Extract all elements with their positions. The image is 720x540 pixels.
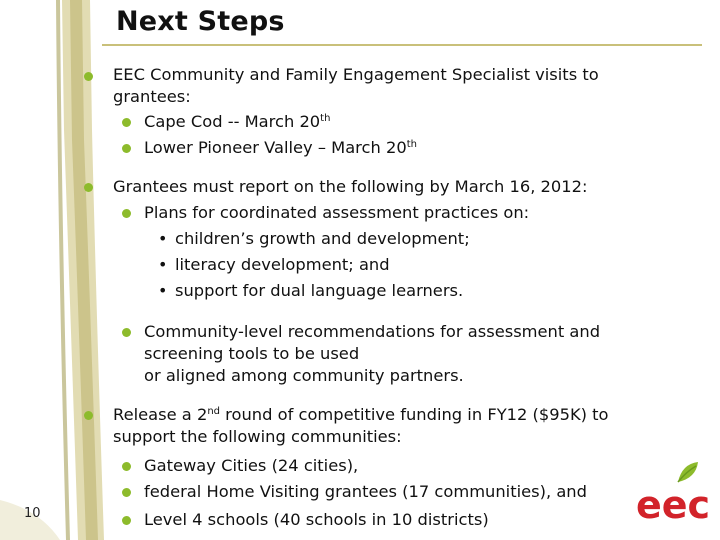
decorative-bars <box>0 0 110 540</box>
eec-logo <box>634 460 714 526</box>
bullet-3-line-1: Release a 2nd round of competitive funding in FY12 ($95K) to <box>113 405 609 424</box>
bullet-icon <box>122 144 131 153</box>
dot-icon: • <box>158 281 168 300</box>
bullet-2-sub-2-line-2: screening tools to be used <box>144 344 360 363</box>
bullet-icon <box>122 516 131 525</box>
bullet-1-sub-2: Lower Pioneer Valley – March 20th <box>144 138 417 157</box>
bullet-1-sub-1: Cape Cod -- March 20th <box>144 112 331 131</box>
dot-icon: • <box>158 229 168 248</box>
bullet-2-subsub-1: children’s growth and development; <box>175 229 470 248</box>
bullet-3-sub-1: Gateway Cities (24 cities), <box>144 456 359 475</box>
bullet-2-sub-2-line-3: or aligned among community partners. <box>144 366 464 385</box>
bullet-icon <box>122 462 131 471</box>
bullet-2-sub-2-line-1: Community-level recommendations for assessment and <box>144 322 601 341</box>
bullet-2-sub-1: Plans for coordinated assessment practices on: <box>144 203 530 222</box>
bullet-2-subsub-2: literacy development; and <box>175 255 390 274</box>
bullet-icon <box>84 72 93 81</box>
bullet-2-subsub-3: support for dual language learners. <box>175 281 464 300</box>
bullet-icon <box>84 411 93 420</box>
svg-text:eec: eec <box>636 483 711 526</box>
bullet-icon <box>122 488 131 497</box>
bullet-2-line-1: Grantees must report on the following by March 16, 2012: <box>113 177 588 196</box>
bullet-icon <box>122 328 131 337</box>
bullet-icon <box>122 209 131 218</box>
page-number: 10 <box>24 506 41 521</box>
bullet-icon <box>122 118 131 127</box>
title-divider <box>102 44 702 46</box>
bullet-1-line-1: EEC Community and Family Engagement Specialist visits to <box>113 65 599 84</box>
dot-icon: • <box>158 255 168 274</box>
bullet-icon <box>84 183 93 192</box>
page-title: Next Steps <box>116 6 285 37</box>
bullet-3-sub-3: Level 4 schools (40 schools in 10 districts) <box>144 510 489 529</box>
bullet-3-line-2: support the following communities: <box>113 427 402 446</box>
bullet-3-sub-2: federal Home Visiting grantees (17 communities), and <box>144 482 587 501</box>
bullet-1-line-2: grantees: <box>113 87 191 106</box>
